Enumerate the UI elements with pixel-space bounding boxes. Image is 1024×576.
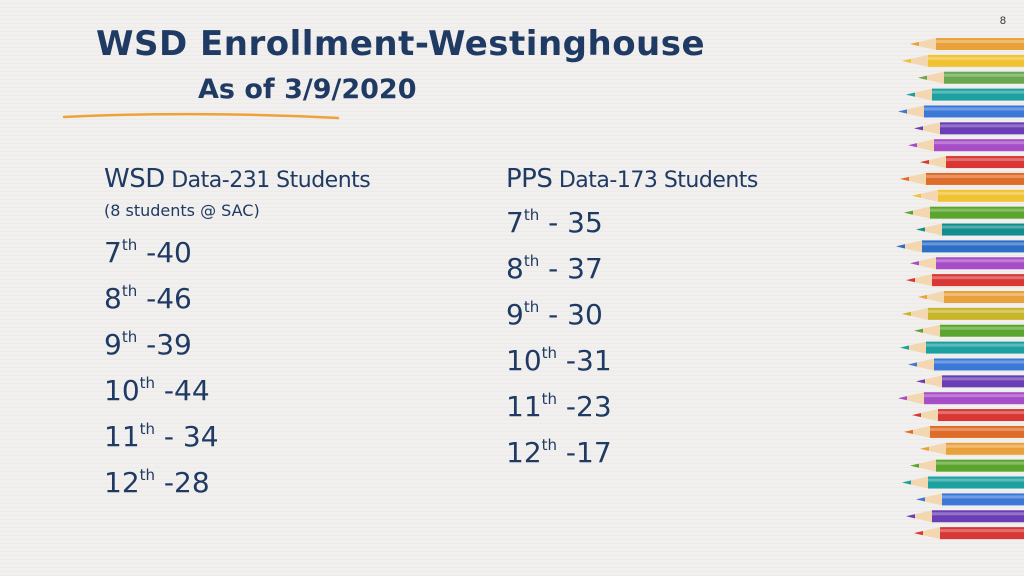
pencil (910, 460, 1024, 472)
title-underline (62, 110, 342, 122)
pencil (898, 105, 1024, 117)
pps-grade-8: 8th - 37 (506, 252, 603, 285)
wsd-note: (8 students @ SAC) (104, 201, 260, 220)
pencil (900, 173, 1024, 185)
pencil (916, 493, 1024, 505)
pencil (916, 224, 1024, 236)
wsd-column (104, 162, 370, 506)
pps-heading-prefix: PPS (506, 164, 553, 194)
wsd-grade-10: 10th -44 (104, 374, 210, 407)
wsd-heading-prefix: WSD (104, 164, 165, 194)
pencil (920, 156, 1024, 168)
pencil (902, 308, 1024, 320)
slide-title: WSD Enrollment-Westinghouse (96, 24, 706, 64)
pencil (910, 257, 1024, 269)
pencil (908, 139, 1024, 151)
pps-column (506, 162, 758, 476)
pencil (906, 510, 1024, 522)
pps-grade-10: 10th -31 (506, 344, 612, 377)
pps-grade-9: 9th - 30 (506, 298, 603, 331)
pencil (898, 392, 1024, 404)
pencil (918, 72, 1024, 84)
pencil (914, 527, 1024, 539)
pencil (918, 291, 1024, 303)
wsd-grade-7: 7th -40 (104, 236, 192, 269)
pencil (900, 342, 1024, 354)
wsd-grade-11: 11th - 34 (104, 420, 219, 453)
pencil (914, 325, 1024, 337)
pencil (910, 38, 1024, 50)
pps-grade-12: 12th -17 (506, 436, 612, 469)
pps-grade-11: 11th -23 (506, 390, 612, 423)
pencil (904, 207, 1024, 219)
pencil (906, 274, 1024, 286)
pencil (920, 443, 1024, 455)
wsd-grade-9: 9th -39 (104, 328, 192, 361)
pps-heading (506, 162, 758, 200)
pencil (912, 409, 1024, 421)
wsd-grade-12: 12th -28 (104, 466, 210, 499)
slide-number: 8 (999, 15, 1006, 27)
pencil (896, 240, 1024, 252)
slide-subtitle: As of 3/9/2020 (198, 74, 417, 105)
pencil (908, 358, 1024, 370)
wsd-heading-rest: Data-231 Students (164, 168, 371, 193)
pencil (904, 426, 1024, 438)
pencil (902, 55, 1024, 67)
pencil (914, 122, 1024, 134)
pencil (906, 89, 1024, 101)
colored-pencils-decoration (880, 30, 1024, 550)
pps-heading-rest: Data-173 Students (552, 168, 758, 193)
wsd-grade-8: 8th -46 (104, 282, 192, 315)
pencil (912, 190, 1024, 202)
pencil (916, 375, 1024, 387)
pencil (902, 477, 1024, 489)
wsd-heading (104, 162, 370, 200)
pps-grade-7: 7th - 35 (506, 206, 603, 239)
